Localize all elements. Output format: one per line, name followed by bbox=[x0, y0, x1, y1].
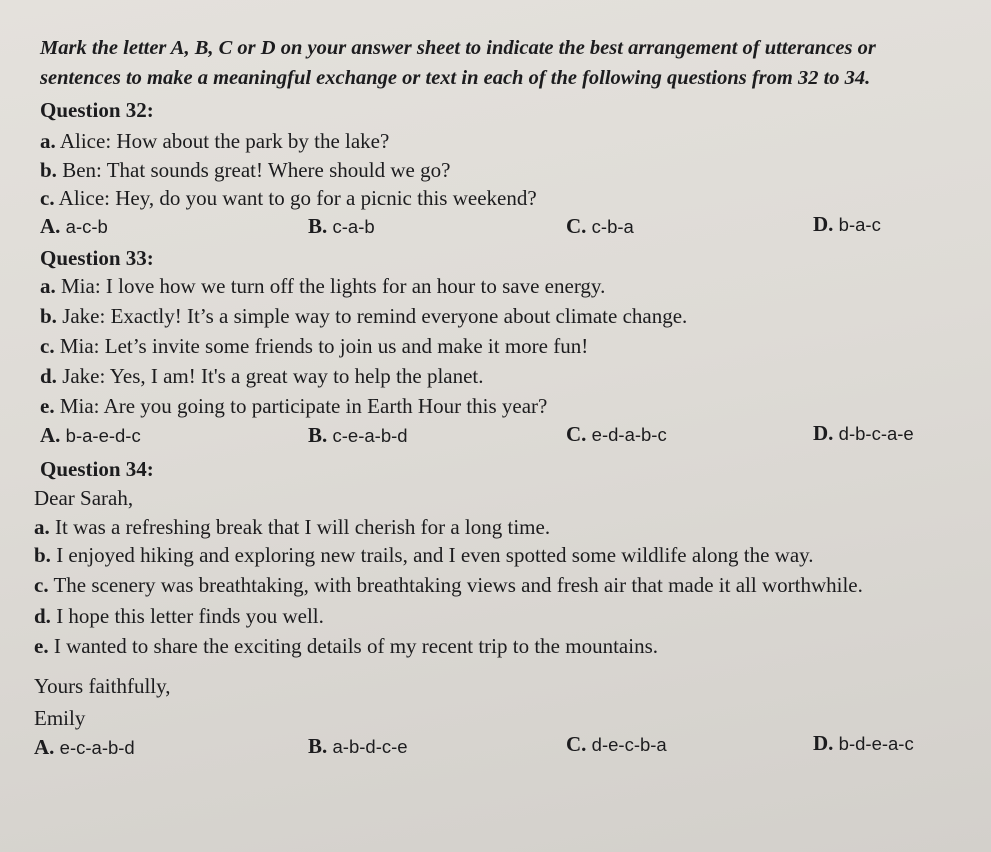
item-text: I enjoyed hiking and exploring new trails, and I even spotted some wildlife along the way. bbox=[56, 543, 814, 567]
item-label: b. bbox=[40, 304, 57, 328]
item-text: Mia: Are you going to participate in Earth Hour this year? bbox=[59, 394, 548, 418]
item-label: c. bbox=[40, 334, 55, 358]
option-value: c-a-b bbox=[332, 216, 375, 237]
q34-item-d bbox=[34, 604, 324, 628]
option-value: a-c-b bbox=[65, 216, 108, 237]
option-label: A. bbox=[40, 423, 61, 447]
instruction-line-2: sentences to make a meaningful exchange or text in each of the following questions from 32 to 34. bbox=[40, 67, 871, 89]
item-text: It was a refreshing break that I will cherish for a long time. bbox=[55, 515, 551, 539]
q33-option-c[interactable] bbox=[566, 422, 667, 447]
q34-option-d[interactable] bbox=[813, 731, 914, 756]
q33-item-c bbox=[40, 334, 588, 358]
q34-item-b bbox=[34, 543, 814, 567]
q34-option-c[interactable] bbox=[566, 732, 667, 757]
q34-item-a bbox=[34, 515, 550, 539]
q32-item-c bbox=[40, 186, 537, 210]
item-label: e. bbox=[40, 394, 55, 418]
item-label: b. bbox=[34, 543, 51, 567]
option-value: d-b-c-a-e bbox=[838, 423, 914, 444]
item-text: Alice: Hey, do you want to go for a picnic this weekend? bbox=[58, 186, 537, 210]
question-32-title: Question 32: bbox=[40, 98, 154, 122]
option-value: b-d-e-a-c bbox=[838, 733, 914, 754]
item-label: d. bbox=[34, 604, 51, 628]
item-text: I wanted to share the exciting details of my recent trip to the mountains. bbox=[53, 634, 658, 658]
question-34-title: Question 34: bbox=[40, 457, 154, 481]
option-label: A. bbox=[34, 735, 55, 759]
q34-option-b[interactable] bbox=[308, 734, 408, 759]
item-label: c. bbox=[34, 573, 49, 597]
item-text: Ben: That sounds great! Where should we go? bbox=[62, 158, 451, 182]
q34-item-c bbox=[34, 573, 863, 597]
option-label: D. bbox=[813, 421, 834, 445]
option-label: C. bbox=[566, 214, 587, 238]
q33-item-a bbox=[40, 274, 605, 298]
q34-option-a[interactable] bbox=[34, 735, 135, 760]
option-label: A. bbox=[40, 214, 61, 238]
item-label: c. bbox=[40, 186, 55, 210]
option-label: D. bbox=[813, 212, 834, 236]
option-value: c-b-a bbox=[591, 216, 634, 237]
option-value: b-a-c bbox=[838, 214, 881, 235]
q32-item-a bbox=[40, 129, 389, 153]
item-text: The scenery was breathtaking, with breathtaking views and fresh air that made it all worthwhile. bbox=[53, 573, 863, 597]
item-text: Alice: How about the park by the lake? bbox=[59, 129, 390, 153]
option-value: a-b-d-c-e bbox=[332, 736, 408, 757]
option-label: B. bbox=[308, 423, 328, 447]
option-value: e-c-a-b-d bbox=[59, 737, 135, 758]
question-33-title: Question 33: bbox=[40, 246, 154, 270]
item-text: Mia: I love how we turn off the lights for an hour to save energy. bbox=[61, 274, 606, 298]
option-label: C. bbox=[566, 732, 587, 756]
instruction-line-1: Mark the letter A, B, C or D on your answer sheet to indicate the best arrangement of utterances or bbox=[40, 37, 876, 59]
q32-option-d[interactable] bbox=[813, 212, 881, 237]
item-text: Jake: Yes, I am! It's a great way to help the planet. bbox=[62, 364, 484, 388]
option-label: B. bbox=[308, 214, 328, 238]
letter-greeting: Dear Sarah, bbox=[34, 486, 134, 510]
item-label: a. bbox=[34, 515, 50, 539]
letter-closing: Yours faithfully, bbox=[34, 674, 171, 698]
item-label: a. bbox=[40, 274, 56, 298]
q33-option-a[interactable] bbox=[40, 423, 141, 448]
q33-item-d bbox=[40, 364, 484, 388]
q33-item-e bbox=[40, 394, 547, 418]
q32-option-a[interactable] bbox=[40, 214, 108, 239]
option-value: d-e-c-b-a bbox=[591, 734, 667, 755]
option-value: c-e-a-b-d bbox=[332, 425, 408, 446]
item-text: I hope this letter finds you well. bbox=[56, 604, 324, 628]
q32-option-c[interactable] bbox=[566, 214, 634, 239]
item-label: a. bbox=[40, 129, 56, 153]
option-label: B. bbox=[308, 734, 328, 758]
q33-option-b[interactable] bbox=[308, 423, 408, 448]
option-value: b-a-e-d-c bbox=[65, 425, 141, 446]
q33-item-b bbox=[40, 304, 687, 328]
item-label: e. bbox=[34, 634, 49, 658]
option-label: D. bbox=[813, 731, 834, 755]
item-text: Mia: Let’s invite some friends to join us and make it more fun! bbox=[59, 334, 589, 358]
option-value: e-d-a-b-c bbox=[591, 424, 667, 445]
item-label: d. bbox=[40, 364, 57, 388]
q32-option-b[interactable] bbox=[308, 214, 375, 239]
item-text: Jake: Exactly! It’s a simple way to remind everyone about climate change. bbox=[62, 304, 688, 328]
q34-item-e bbox=[34, 634, 658, 658]
q32-item-b bbox=[40, 158, 450, 182]
option-label: C. bbox=[566, 422, 587, 446]
letter-signature: Emily bbox=[34, 706, 86, 730]
item-label: b. bbox=[40, 158, 57, 182]
q33-option-d[interactable] bbox=[813, 421, 914, 446]
